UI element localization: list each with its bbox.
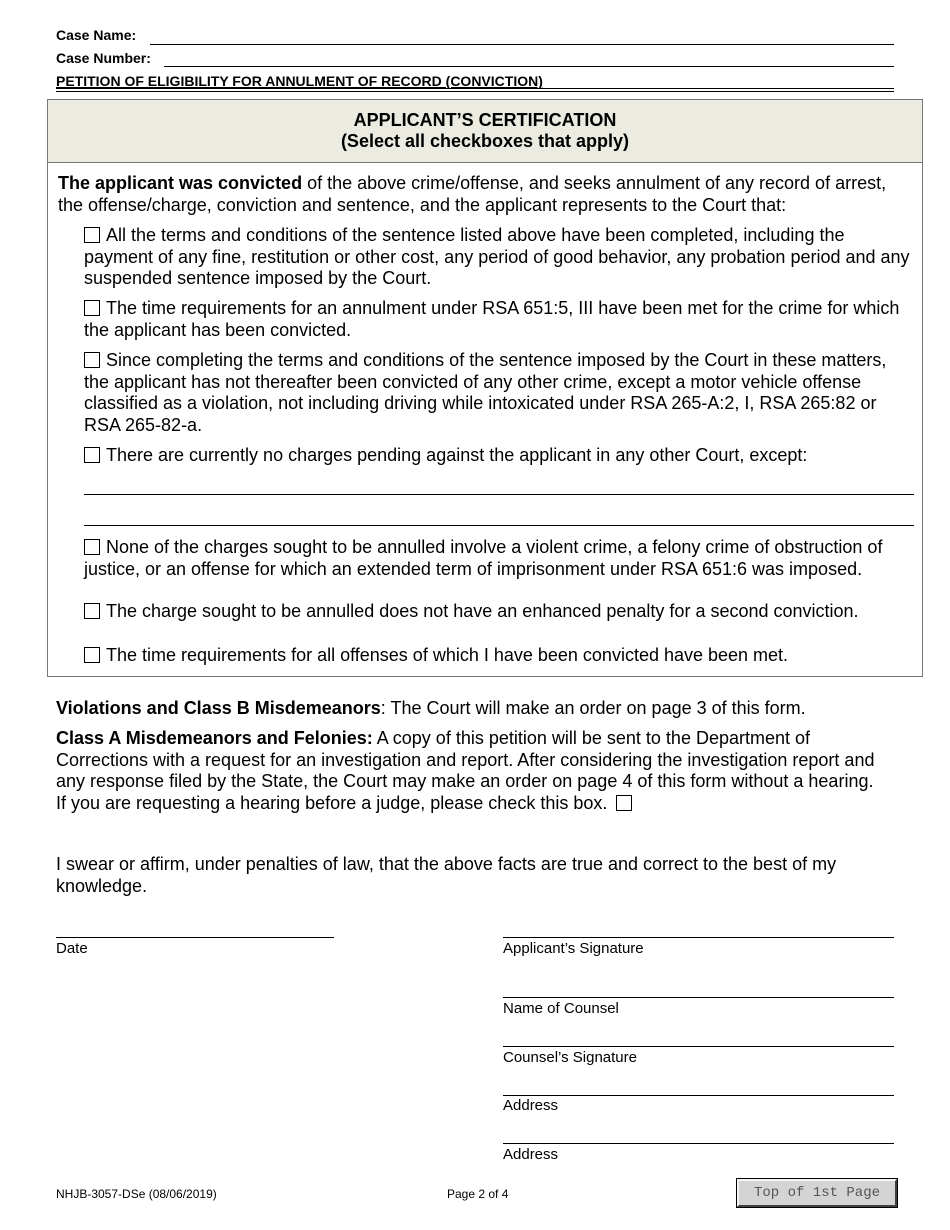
intro-rest: of the above crime/offense, and seeks annulment of any record of arrest, the offense/charge, conviction and sentence, and the applicant represents to the Court that: <box>58 173 887 215</box>
item-7-checkbox[interactable] <box>84 647 100 663</box>
address-label-1: Address <box>503 1097 559 1114</box>
counsel-signature-line[interactable] <box>503 1046 894 1047</box>
violations-text: : The Court will make an order on page 3 of this form. <box>380 698 806 718</box>
item-6-text: The charge sought to be annulled does not have an enhanced penalty for a second conviction. <box>106 601 859 621</box>
header-divider <box>56 88 894 89</box>
certification-item-6 <box>84 601 918 623</box>
certification-item-5 <box>84 537 918 580</box>
item-3-text: Since completing the terms and conditions of the sentence imposed by the Court in these matters, the applicant has not thereafter been convicted of any other crime, except a motor vehicle offense classified as a violation, not including driving while intoxicated under RSA 265-A:2, I, RSA 265:82 or RSA 265-82-a. <box>84 350 887 435</box>
case-name-field[interactable] <box>150 44 894 45</box>
certification-subtitle: (Select all checkboxes that apply) <box>340 131 630 151</box>
certification-title: APPLICANT’S CERTIFICATION <box>353 110 617 130</box>
violations-paragraph <box>56 698 916 720</box>
address-line-1[interactable] <box>503 1095 894 1096</box>
name-of-counsel-label: Name of Counsel <box>503 1000 619 1017</box>
certification-item-2 <box>84 298 914 341</box>
certification-item-4 <box>84 445 914 467</box>
case-number-label: Case Number: <box>56 50 151 66</box>
item-6-checkbox[interactable] <box>84 603 100 619</box>
item-4-checkbox[interactable] <box>84 447 100 463</box>
case-name-label: Case Name: <box>56 27 137 43</box>
certification-item-1 <box>84 225 914 290</box>
pending-charges-line-1[interactable] <box>84 494 914 495</box>
name-of-counsel-line[interactable] <box>503 997 894 998</box>
item-7-text: The time requirements for all offenses of which I have been convicted have been met. <box>106 645 789 665</box>
item-5-checkbox[interactable] <box>84 539 100 555</box>
class-a-paragraph <box>56 728 882 814</box>
item-4-text: There are currently no charges pending against the applicant in any other Court, except: <box>106 445 808 465</box>
address-label-2: Address <box>503 1146 559 1163</box>
top-of-first-page-button[interactable]: Top of 1st Page <box>737 1179 897 1207</box>
certification-intro <box>58 173 914 216</box>
item-2-text: The time requirements for an annulment under RSA 651:5, III have been met for the crime for which the applicant has been convicted. <box>84 298 900 340</box>
item-1-text: All the terms and conditions of the sentence listed above have been completed, including the payment of any fine, restitution or other cost, any period of good behavior, any probation period and any suspended sentence imposed by the Court. <box>84 225 910 288</box>
class-a-text: A copy of this petition will be sent to the Department of Corrections with a request for an investigation and report. After considering the investigation report and any response filed by the State, the Court may make an order on page 4 of this form without a hearing. If you are requesting a hearing before a judge, please check this box. <box>56 728 875 813</box>
form-id: NHJB-3057-DSe (08/06/2019) <box>56 1187 217 1201</box>
petition-title: PETITION OF ELIGIBILITY FOR ANNULMENT OF RECORD (CONVICTION) <box>56 73 543 89</box>
pending-charges-line-2[interactable] <box>84 525 914 526</box>
address-line-2[interactable] <box>503 1143 894 1144</box>
affirmation-statement: I swear or affirm, under penalties of law, that the above facts are true and correct to the best of my knowledge. <box>56 854 837 896</box>
counsel-signature-label: Counsel’s Signature <box>503 1049 637 1066</box>
applicant-signature-label: Applicant’s Signature <box>503 940 644 957</box>
date-label: Date <box>56 940 88 957</box>
page-number: Page 2 of 4 <box>447 1187 509 1201</box>
item-1-checkbox[interactable] <box>84 227 100 243</box>
date-line[interactable] <box>56 937 334 938</box>
case-number-field[interactable] <box>164 66 894 67</box>
intro-bold: The applicant was convicted <box>58 173 303 193</box>
certification-item-7 <box>84 645 918 667</box>
item-2-checkbox[interactable] <box>84 300 100 316</box>
hearing-request-checkbox[interactable] <box>616 795 632 811</box>
certification-item-3 <box>84 350 914 436</box>
item-5-text: None of the charges sought to be annulled involve a violent crime, a felony crime of obstruction of justice, or an offense for which an extended term of imprisonment under RSA 651:6 was imposed. <box>84 537 883 579</box>
certification-header <box>48 100 922 163</box>
applicant-signature-line[interactable] <box>503 937 894 938</box>
violations-bold: Violations and Class B Misdemeanors <box>56 698 381 718</box>
class-a-bold: Class A Misdemeanors and Felonies: <box>56 728 373 748</box>
item-3-checkbox[interactable] <box>84 352 100 368</box>
header-divider-2 <box>56 91 894 92</box>
